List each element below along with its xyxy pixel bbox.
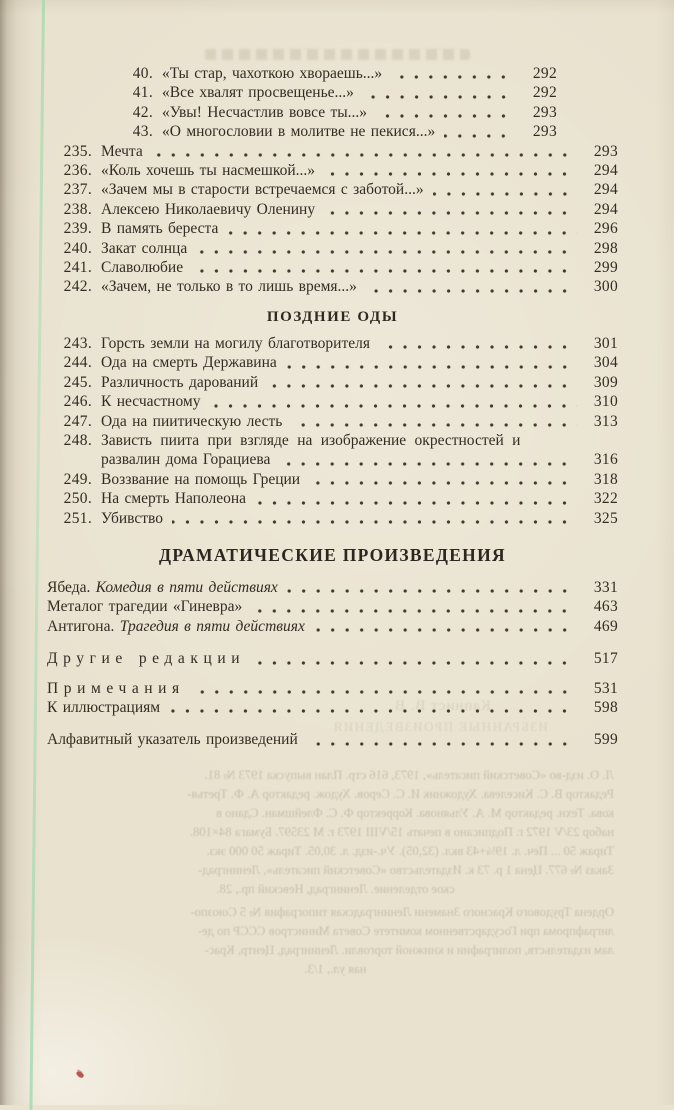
- toc-item-page: 298: [593, 239, 618, 257]
- toc-item-page: 304: [593, 354, 618, 372]
- toc-item-page: 469: [593, 617, 618, 635]
- verso-showthrough-smudge: [205, 49, 470, 60]
- toc-item-page: 296: [593, 220, 618, 238]
- toc-item-title: Славолюбие: [101, 259, 184, 277]
- toc-item-page: 294: [593, 200, 618, 218]
- dot-leader: [169, 707, 577, 714]
- dot-leader: [363, 93, 516, 100]
- toc-item-title: «Ты стар, чахоткою хвораешь...»: [162, 65, 383, 82]
- section-heading-late-odes: ПОЗДНИЕ ОДЫ: [266, 308, 399, 325]
- toc-row: [47, 489, 618, 508]
- toc-item-title: Алексею Николаевичу Оленину: [101, 200, 316, 218]
- dot-leader: [287, 587, 577, 594]
- section-heading-dramatic-works: ДРАМАТИЧЕСКИЕ ПРОИЗВЕДЕНИЯ: [159, 544, 506, 565]
- verso-showthrough-line: Л. О. изд-во «Советский писатель», 1973, 616 стр. План выпуска 1973 № 81.: [204, 768, 614, 782]
- toc-row: [47, 258, 618, 277]
- toc-item-page: 599: [593, 731, 618, 749]
- toc-row: [47, 353, 618, 372]
- toc-item-page: 293: [532, 123, 557, 141]
- toc-row: [47, 392, 618, 411]
- dot-leader: [194, 688, 577, 695]
- toc-row: [47, 200, 618, 219]
- dot-leader: [192, 267, 577, 274]
- toc-item-title: [47, 578, 278, 597]
- toc-row: [47, 597, 618, 616]
- toc-item-page: 598: [593, 698, 618, 716]
- dot-leader: [366, 287, 577, 294]
- toc-row-wrapped-first-line: [47, 431, 618, 450]
- toc-item-number: [47, 450, 101, 469]
- toc-row: [47, 373, 618, 392]
- toc-row: [47, 730, 618, 749]
- toc-item-title: «Коль хочешь ты насмешкой...»: [101, 162, 316, 180]
- verso-showthrough-line: Редактор В. С. Киселева. Художник И. С. Серов. Худож. редактор А. Ф. Третья-: [187, 787, 614, 801]
- toc-row: [47, 122, 557, 141]
- toc-item-title: Алфавитный указатель произведений: [47, 731, 298, 749]
- toc-item-title: Мечта: [101, 142, 143, 160]
- toc-item-page: 292: [532, 65, 557, 82]
- toc-item-page: 463: [593, 598, 618, 616]
- dot-leader: [291, 421, 577, 428]
- toc-row: [47, 649, 618, 668]
- toc-title-plain: Антигона.: [47, 617, 115, 635]
- toc-item-number: 237.: [63, 181, 92, 199]
- dot-leader: [379, 343, 577, 350]
- toc-item-page: 293: [593, 142, 618, 160]
- toc-row: [47, 412, 618, 431]
- toc-item-page: 318: [593, 470, 618, 488]
- dot-leader: [444, 132, 516, 139]
- toc-row: [47, 698, 618, 717]
- toc-row: [47, 509, 618, 528]
- toc-row-wrapped-second-line: [47, 450, 618, 469]
- toc-item-page: 309: [593, 373, 618, 391]
- verso-showthrough-line: набор 23/V 1972 г. Подписано в печать 15/VIII 1973 г. М 23597. Бумага 84×108.: [189, 825, 614, 839]
- verso-showthrough-line: Капнист В. В.: [389, 698, 491, 714]
- toc-item-page: 293: [532, 103, 557, 121]
- toc-item-title: К иллюстрациям: [47, 698, 161, 716]
- toc-row: [47, 334, 618, 353]
- toc-item-number: 235.: [63, 142, 92, 160]
- toc-item-number: 245.: [63, 373, 92, 391]
- verso-showthrough-line: лам издательств, полиграфии и книжной торговли. Ленинград, Центр, Крас-: [204, 943, 614, 957]
- toc-item-page: 531: [593, 679, 618, 697]
- dot-leader: [267, 382, 577, 389]
- toc-row: [47, 239, 618, 258]
- toc-row: [47, 83, 557, 102]
- dot-leader: [307, 740, 577, 747]
- toc-item-title: Горсть земли на могилу благотворителя: [101, 334, 370, 352]
- toc-item-page: 294: [593, 181, 618, 199]
- red-ink-speck: [75, 1070, 84, 1079]
- dot-leader: [255, 499, 577, 506]
- toc-item-page: 294: [593, 162, 618, 180]
- toc-item-number: 244.: [63, 354, 92, 372]
- toc-item-title: Закат солнца: [101, 239, 188, 257]
- toc-item-number: 240.: [63, 239, 92, 257]
- toc-item-number: 243.: [63, 334, 92, 352]
- verso-showthrough-line: ское отделение. Ленинград, Невский пр., 28.: [216, 882, 455, 896]
- toc-item-title: развалин дома Горациева: [101, 451, 271, 469]
- toc-row: [47, 617, 618, 636]
- toc-row: [47, 142, 618, 161]
- toc-item-page: 325: [593, 509, 618, 527]
- toc-item-title: «Увы! Несчастлив вовсе ты...»: [162, 103, 368, 121]
- toc-title-italic: Комедия в пяти действиях: [95, 578, 278, 596]
- dot-leader: [376, 112, 516, 119]
- toc-item-page: 299: [593, 259, 618, 277]
- dot-leader: [172, 518, 577, 525]
- toc-row: [47, 161, 618, 180]
- toc-row: [47, 103, 557, 122]
- toc-item-title: «Зачем, не только в то лишь время...»: [101, 278, 357, 296]
- toc-item-title: Воззвание на помощь Греции: [101, 470, 301, 488]
- table-of-contents: [47, 64, 618, 750]
- toc-item-number: 248.: [63, 431, 92, 449]
- toc-row: [47, 180, 618, 199]
- verso-showthrough-line: Тираж 50 ... Печ. л. 19¼+43 вкл. (32,05). Уч.-изд. л. 30,05. Тираж 50 000 экз.: [206, 844, 614, 858]
- toc-item-title: Различность дарований: [101, 373, 259, 391]
- toc-item-title: Ода на смерть Державина: [101, 354, 277, 372]
- verso-showthrough-line: Заказ № 677. Цена 1 р. 73 к. Издательство «Советский писатель», Ленинград-: [198, 863, 614, 877]
- toc-title-italic: Трагедия в пяти действиях: [119, 617, 305, 635]
- dot-leader: [254, 659, 577, 666]
- dot-leader: [433, 190, 577, 197]
- toc-row: [47, 219, 618, 238]
- toc-item-page: 316: [593, 451, 618, 469]
- toc-row: [47, 578, 618, 597]
- toc-title-plain: Металог трагедии «Гиневра»: [47, 598, 243, 616]
- toc-item-number: 242.: [63, 278, 92, 296]
- dot-leader: [391, 73, 516, 80]
- toc-item-title: Убивство: [101, 509, 164, 527]
- paper-crease-line: [29, 0, 44, 1110]
- dot-leader: [286, 363, 577, 370]
- toc-item-title: «О многословии в молитве не пекися...»: [162, 123, 436, 141]
- toc-item-title: Другие редакции: [47, 650, 246, 668]
- dot-leader: [209, 402, 577, 409]
- dot-leader: [279, 460, 577, 467]
- toc-item-title: Примечания: [47, 679, 185, 697]
- verso-showthrough-line: Ордена Трудового Красного Знамени Ленинградская типография № 5 Союзпо-: [190, 905, 614, 919]
- verso-showthrough-colophon: [57, 766, 614, 979]
- toc-item-title: К несчастному: [101, 393, 201, 411]
- toc-item-number: 238.: [63, 200, 92, 218]
- toc-item-title: [47, 597, 242, 616]
- toc-item-number: 251.: [63, 509, 92, 527]
- toc-item-page: 313: [593, 412, 618, 430]
- toc-item-page: 322: [593, 490, 618, 508]
- dot-leader: [251, 607, 577, 614]
- toc-item-title: Зависть пиита при взгляде на изображение окрестностей и: [101, 431, 521, 449]
- dot-leader: [227, 229, 577, 236]
- toc-item-number: 42.: [132, 103, 153, 121]
- toc-item-number: 249.: [63, 470, 92, 488]
- toc-item-number: 236.: [63, 162, 92, 180]
- toc-item-number: 250.: [63, 490, 92, 508]
- toc-item-title: Ода на пиитическую лесть: [101, 412, 283, 430]
- dot-leader: [314, 626, 577, 633]
- toc-item-number: 239.: [63, 220, 92, 238]
- toc-item-title: «Зачем мы в старости встречаемся с заботой...»: [101, 181, 424, 199]
- dot-leader: [196, 248, 577, 255]
- toc-row: [47, 277, 618, 296]
- toc-item-page: 310: [593, 393, 618, 411]
- toc-item-number: 247.: [63, 412, 92, 430]
- verso-showthrough-line: кова. Техн. редактор М. А. Ульянова. Корректор Ф. С. Флейшман. Сдано в: [216, 806, 614, 820]
- dot-leader: [324, 209, 577, 216]
- toc-item-title: На смерть Наполеона: [101, 490, 247, 508]
- toc-row: [47, 679, 618, 698]
- toc-item-number: 40.: [132, 65, 153, 82]
- toc-item-number: 43.: [132, 123, 153, 141]
- dot-leader: [152, 151, 577, 158]
- toc-item-page: 292: [532, 84, 557, 102]
- toc-item-title: «Все хвалят просвещенье...»: [162, 84, 354, 102]
- toc-item-title: [47, 617, 305, 636]
- toc-item-number: 241.: [63, 259, 92, 277]
- toc-item-page: 301: [593, 334, 618, 352]
- toc-item-page: 331: [593, 578, 618, 596]
- toc-item-number: 41.: [132, 84, 153, 102]
- dot-leader: [309, 479, 577, 486]
- toc-row: [47, 64, 557, 83]
- toc-item-number: 246.: [63, 393, 92, 411]
- verso-showthrough-line: ная ул., 1/3.: [304, 962, 367, 976]
- toc-item-page: 517: [593, 650, 618, 668]
- toc-title-plain: Ябеда.: [47, 578, 91, 596]
- toc-item-page: 300: [593, 278, 618, 296]
- verso-showthrough-line: лиграфпрома при Государственном комитете Совета Министров СССР по де-: [197, 924, 614, 938]
- verso-showthrough-line: ИЗБРАННЫЕ ПРОИЗВЕДЕНИЯ: [332, 719, 548, 734]
- toc-row: [47, 470, 618, 489]
- toc-item-title: В память береста: [101, 220, 219, 238]
- dot-leader: [324, 170, 577, 177]
